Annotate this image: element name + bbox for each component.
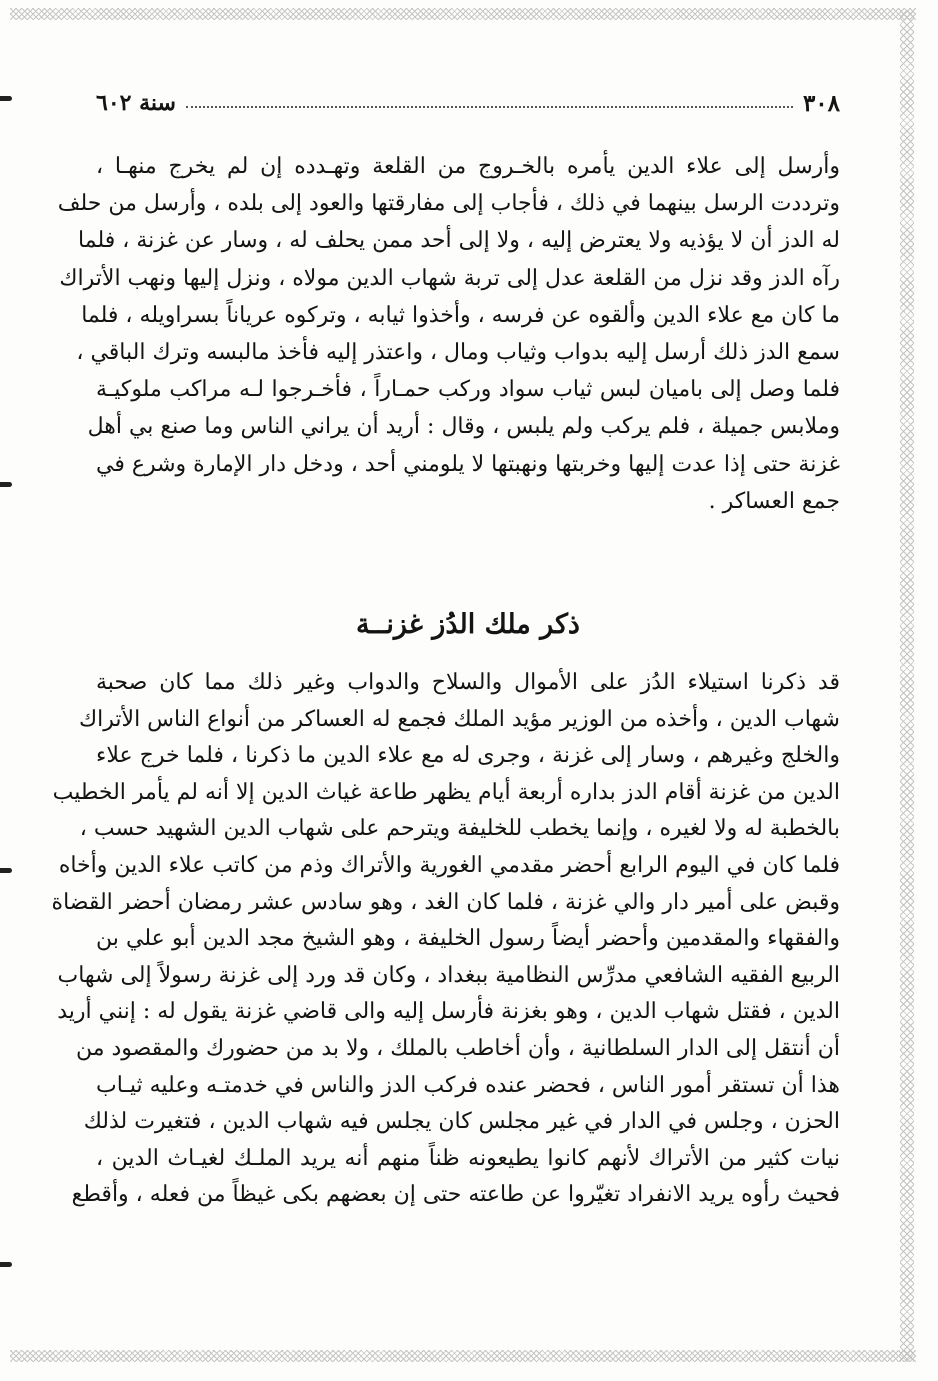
header-dotted-rule	[186, 106, 793, 108]
text-line: الدين ، فقتل شهاب الدين ، وهو بغزنة فأرسل إليه والى قاضي غزنة يقول له : إنني أريد	[57, 999, 840, 1025]
text-line: وأرسل إلى علاء الدين يأمره بالخـروج من القلعة وتهـدده إن لم يخرج منهـا ،	[96, 154, 840, 179]
section-heading: ذكر ملك الدُز غزنــة	[356, 609, 580, 640]
text-line: فلما وصل إلى باميان لبس ثياب سواد وركب حمـاراً ، فأخـرجوا لـه مراكب ملوكيـة	[96, 377, 840, 403]
bottom-ornamental-border	[10, 1350, 916, 1362]
paragraph-2	[51, 665, 840, 1214]
text-line: هذا أن تستقر أمور الناس ، فحضر عنده فركب الدز والناس في خدمتـه وعليه ثيـاب	[96, 1072, 840, 1098]
text-line: وقبض على أمير دار والي غزنة ، فلما كان الغد ، وهو سادس عشر رمضان أحضر القضاة	[51, 889, 840, 915]
text-line: والخلج وغيرهم ، وسار إلى غزنة ، وجرى له مع علاء الدين ما ذكرنا ، فلما خرج علاء	[96, 743, 840, 769]
running-header	[96, 86, 840, 120]
margin-mark	[0, 482, 12, 487]
text-line: سمع الدز ذلك أرسل إليه بدواب وثياب ومال ، واعتذر إليه فأخذ مالبسه وترك الباقي ،	[76, 339, 840, 365]
text-line: شهاب الدين ، وأخذه من الوزير مؤيد الملك فجمع له العساكر من أنواع الناس الأتراك	[79, 706, 840, 732]
margin-mark	[0, 96, 12, 101]
text-line: فحيث رأوه يريد الانفراد تغيّروا عن طاعته حتى إن بعضهم بكى غيظاً من فعله ، وأقطع	[71, 1182, 840, 1208]
text-line: والفقهاء والمقدمين وأحضر أيضاً رسول الخليفة ، وهو الشيخ مجد الدين أبو علي بن	[96, 926, 840, 952]
text-line: له الدز أن لا يؤذيه ولا يعترض إليه ، ولا إلى أحد ممن يحلف له ، وسار عن غزنة ، فلما	[78, 228, 840, 254]
paragraph-1	[57, 148, 840, 520]
margin-mark	[0, 1262, 12, 1267]
text-line: غزنة حتى إذا عدت إليها وخربتها ونهبتها لا يلومني أحد ، ودخل دار الإمارة وشرع في	[96, 451, 840, 477]
text-line: الحزن ، وجلس في الدار في غير مجلس كان يجلس فيه شهاب الدين ، فتغيرت لذلك	[83, 1109, 840, 1135]
page-number: ٣٠٨	[802, 89, 840, 117]
text-line: وملابس جميلة ، فلم يركب ولم يلبس ، وقال : أريد أن يراني الناس وما صنع بي أهل	[87, 414, 840, 440]
text-line: رآه الدز وقد نزل من القلعة عدل إلى تربة شهاب الدين مولاه ، ونزل إليها ونهب الأتراك	[59, 265, 840, 291]
text-line: الربيع الفقيه الشافعي مدرِّس النظامية ببغداد ، وكان قد ورد إلى غزنة رسولاً إلى شهاب	[57, 962, 840, 988]
text-line: الدين من غزنة أقام الدز بداره أربعة أيام يظهر طاعة غياث الدين إلا أنه لم يأمر الخطيب	[52, 779, 840, 805]
text-line: وترددت الرسل بينهما في ذلك ، فأجاب إلى مفارقتها والعود إلى بلده ، وأرسل من حلف	[57, 191, 840, 217]
right-ornamental-border	[900, 10, 914, 1362]
margin-mark	[0, 868, 12, 873]
text-line: جمع العساكر .	[708, 488, 840, 514]
top-ornamental-border	[10, 8, 916, 20]
year-label: سنة ٦٠٢	[96, 90, 176, 116]
text-line: أن أنتقل إلى الدار السلطانية ، وأن أخاطب بالملك ، ولا بد من حضورك والمقصود من	[75, 1035, 840, 1061]
text-line: فلما كان في اليوم الرابع أحضر مقدمي الغورية والأتراك وذم من كاتب علاء الدين وأخاه	[58, 852, 840, 878]
text-line: بالخطبة له ولا لغيره ، وإنما يخطب للخليفة ويترحم على شهاب الدين الشهيد حسب ،	[79, 816, 840, 842]
text-line: نيات كثير من الأتراك لأنهم كانوا يطيعونه ظناً منهم أنه يريد الملـك لغيـاث الدين ،	[96, 1145, 840, 1171]
text-line: قد ذكرنا استيلاء الدُز على الأموال والسلاح والدواب وغير ذلك مما كان صحبة	[96, 670, 840, 695]
text-line: ما كان مع علاء الدين وألقوه عن فرسه ، وأخذوا ثيابه ، وتركوه عرياناً بسراويله ، فلما	[81, 302, 840, 328]
